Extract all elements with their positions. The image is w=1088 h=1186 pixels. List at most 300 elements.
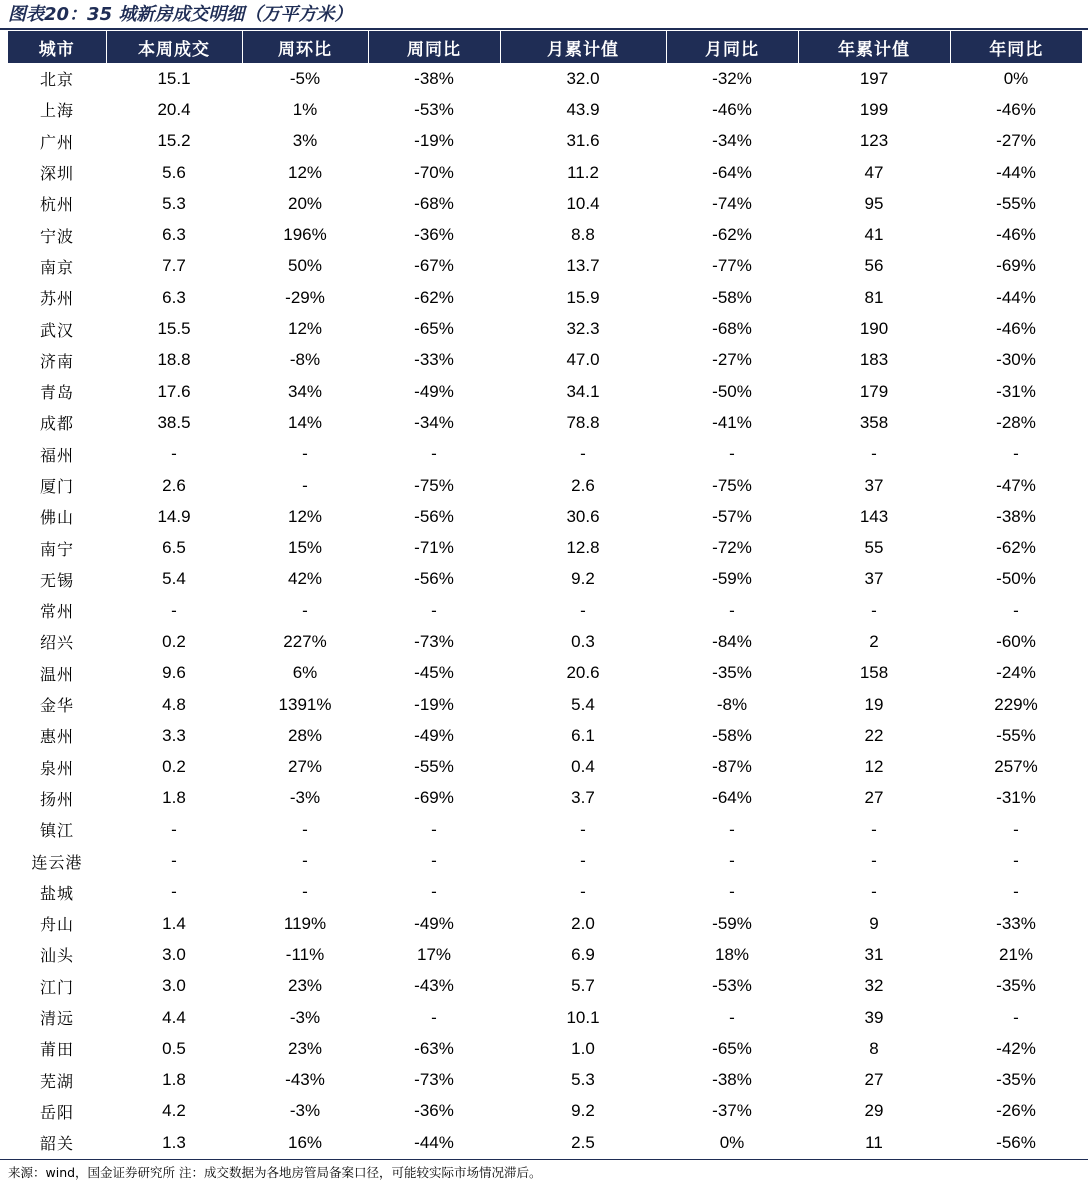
value-cell: 4.4 bbox=[162, 1007, 186, 1027]
value-cell: -55% bbox=[996, 193, 1036, 213]
source-note: 来源：wind，国金证券研究所 注：成交数据为各地房管局备案口径，可能较实际市场情况滞后。 bbox=[8, 1165, 542, 1180]
table-row bbox=[8, 219, 1082, 250]
column-header-wow: 周环比 bbox=[242, 31, 368, 63]
top-divider bbox=[0, 28, 1088, 30]
value-cell: 12% bbox=[287, 162, 323, 182]
value-cell: 0.2 bbox=[162, 757, 186, 777]
column-header-month-yoy: 月同比 bbox=[666, 31, 798, 63]
table-row bbox=[8, 783, 1082, 814]
table-row bbox=[8, 188, 1082, 219]
value-cell: 37 bbox=[864, 569, 884, 589]
value-cell: - bbox=[302, 851, 308, 871]
value-cell: 358 bbox=[859, 412, 889, 432]
value-cell: -37% bbox=[712, 1101, 752, 1121]
table-row bbox=[8, 658, 1082, 689]
value-cell: -62% bbox=[712, 225, 752, 245]
value-cell: 3.7 bbox=[571, 788, 595, 808]
value-cell: 11 bbox=[865, 1132, 883, 1152]
value-cell: 8 bbox=[869, 1038, 879, 1058]
value-cell: 12% bbox=[287, 319, 323, 339]
value-cell: -49% bbox=[414, 381, 454, 401]
value-cell: - bbox=[580, 882, 586, 902]
value-cell: -46% bbox=[996, 319, 1036, 339]
value-cell: - bbox=[302, 819, 308, 839]
value-cell: - bbox=[302, 600, 308, 620]
value-cell: 37 bbox=[864, 475, 884, 495]
city-cell: 福州 bbox=[39, 445, 74, 465]
value-cell: 42% bbox=[287, 569, 323, 589]
city-cell: 岳阳 bbox=[39, 1102, 74, 1122]
value-cell: -50% bbox=[712, 381, 752, 401]
value-cell: - bbox=[580, 851, 586, 871]
value-cell: 5.4 bbox=[571, 694, 595, 714]
value-cell: 12 bbox=[864, 757, 884, 777]
value-cell: 2.6 bbox=[162, 475, 186, 495]
value-cell: 28% bbox=[287, 725, 323, 745]
value-cell: -33% bbox=[996, 913, 1036, 933]
value-cell: 143 bbox=[859, 506, 889, 526]
value-cell: -49% bbox=[414, 913, 454, 933]
city-cell: 镇江 bbox=[39, 821, 74, 841]
value-cell: -57% bbox=[712, 506, 752, 526]
value-cell: 227% bbox=[283, 631, 327, 651]
value-cell: - bbox=[729, 819, 735, 839]
city-cell: 深圳 bbox=[39, 164, 74, 184]
city-cell: 温州 bbox=[39, 664, 74, 684]
city-cell: 厦门 bbox=[39, 477, 74, 496]
value-cell: 20.4 bbox=[157, 99, 191, 119]
value-cell: -44% bbox=[996, 287, 1036, 307]
value-cell: - bbox=[729, 851, 735, 871]
table-row bbox=[8, 345, 1082, 376]
table-row bbox=[8, 501, 1082, 532]
value-cell: -71% bbox=[414, 538, 454, 558]
value-cell: -69% bbox=[414, 788, 454, 808]
value-cell: 196% bbox=[283, 225, 327, 245]
value-cell: 9 bbox=[869, 913, 879, 933]
value-cell: -19% bbox=[414, 131, 454, 151]
value-cell: - bbox=[431, 819, 437, 839]
value-cell: -44% bbox=[414, 1132, 454, 1152]
value-cell: -68% bbox=[712, 319, 752, 339]
value-cell: 0% bbox=[1003, 68, 1029, 88]
city-cell: 芜湖 bbox=[39, 1071, 74, 1091]
value-cell: -64% bbox=[712, 162, 752, 182]
city-cell: 南宁 bbox=[39, 539, 74, 559]
value-cell: -33% bbox=[414, 350, 454, 370]
value-cell: 229% bbox=[994, 694, 1038, 714]
value-cell: -63% bbox=[414, 1038, 454, 1058]
column-header-weekly-yoy: 周同比 bbox=[368, 31, 500, 63]
table-row bbox=[8, 1002, 1082, 1033]
value-cell: 5.6 bbox=[162, 162, 186, 182]
value-cell: 5.4 bbox=[162, 569, 186, 589]
column-header-month-cumulative: 月累计值 bbox=[500, 31, 666, 63]
value-cell: 18% bbox=[714, 944, 750, 964]
value-cell: - bbox=[171, 882, 177, 902]
value-cell: 1.8 bbox=[162, 788, 186, 808]
value-cell: 30.6 bbox=[566, 506, 600, 526]
value-cell: -74% bbox=[712, 193, 752, 213]
data-table bbox=[8, 31, 1082, 1158]
value-cell: -56% bbox=[414, 506, 454, 526]
value-cell: -75% bbox=[414, 475, 454, 495]
value-cell: -84% bbox=[712, 631, 752, 651]
column-header-year-yoy: 年同比 bbox=[950, 31, 1082, 63]
value-cell: -59% bbox=[712, 913, 752, 933]
value-cell: - bbox=[1013, 851, 1019, 871]
value-cell: 7.7 bbox=[162, 256, 186, 276]
value-cell: -70% bbox=[414, 162, 454, 182]
value-cell: 47 bbox=[864, 162, 884, 182]
value-cell: - bbox=[871, 444, 877, 464]
value-cell: 5.3 bbox=[162, 193, 186, 213]
value-cell: 23% bbox=[287, 976, 323, 996]
value-cell: - bbox=[171, 600, 177, 620]
value-cell: 32.3 bbox=[566, 319, 600, 339]
value-cell: 0.5 bbox=[162, 1038, 186, 1058]
value-cell: 119% bbox=[283, 913, 327, 933]
value-cell: 197 bbox=[859, 68, 889, 88]
value-cell: 123 bbox=[859, 131, 889, 151]
value-cell: 10.4 bbox=[566, 193, 600, 213]
value-cell: -8% bbox=[716, 694, 748, 714]
value-cell: -65% bbox=[414, 319, 454, 339]
value-cell: -58% bbox=[712, 725, 752, 745]
value-cell: 15.1 bbox=[157, 68, 191, 88]
value-cell: - bbox=[171, 444, 177, 464]
value-cell: 0% bbox=[719, 1132, 745, 1152]
value-cell: -46% bbox=[996, 225, 1036, 245]
table-row bbox=[8, 626, 1082, 657]
city-cell: 杭州 bbox=[39, 195, 74, 215]
city-cell: 武汉 bbox=[39, 320, 74, 340]
value-cell: - bbox=[580, 600, 586, 620]
value-cell: 22 bbox=[864, 725, 884, 745]
value-cell: -43% bbox=[414, 976, 454, 996]
value-cell: 5.3 bbox=[571, 1070, 595, 1090]
value-cell: -31% bbox=[996, 788, 1036, 808]
table-row bbox=[8, 752, 1082, 783]
value-cell: -73% bbox=[414, 1070, 454, 1090]
table-row bbox=[8, 939, 1082, 970]
value-cell: 4.2 bbox=[162, 1101, 186, 1121]
value-cell: -44% bbox=[996, 162, 1036, 182]
city-cell: 成都 bbox=[39, 414, 74, 434]
value-cell: 27 bbox=[864, 1070, 884, 1090]
city-cell: 清远 bbox=[39, 1009, 74, 1029]
value-cell: -34% bbox=[414, 412, 454, 432]
value-cell: 1.8 bbox=[162, 1070, 186, 1090]
value-cell: - bbox=[431, 882, 437, 902]
value-cell: -36% bbox=[414, 1101, 454, 1121]
value-cell: 6.9 bbox=[571, 944, 595, 964]
value-cell: - bbox=[431, 851, 437, 871]
value-cell: -42% bbox=[996, 1038, 1036, 1058]
table-row bbox=[8, 595, 1082, 626]
value-cell: -50% bbox=[996, 569, 1036, 589]
city-cell: 南京 bbox=[39, 257, 74, 277]
value-cell: - bbox=[171, 819, 177, 839]
value-cell: -38% bbox=[414, 68, 454, 88]
value-cell: 31.6 bbox=[566, 131, 600, 151]
value-cell: 2.6 bbox=[571, 475, 595, 495]
value-cell: - bbox=[1013, 819, 1019, 839]
value-cell: 2 bbox=[869, 631, 879, 651]
value-cell: -38% bbox=[996, 506, 1036, 526]
value-cell: 9.2 bbox=[571, 1101, 595, 1121]
table-row bbox=[8, 1033, 1082, 1064]
table-row bbox=[8, 814, 1082, 845]
value-cell: -35% bbox=[996, 976, 1036, 996]
value-cell: 32 bbox=[864, 976, 884, 996]
table-row bbox=[8, 282, 1082, 313]
value-cell: 16% bbox=[287, 1132, 323, 1152]
value-cell: -36% bbox=[414, 225, 454, 245]
value-cell: -32% bbox=[712, 68, 752, 88]
value-cell: 6.5 bbox=[162, 538, 186, 558]
table-row bbox=[8, 313, 1082, 344]
value-cell: - bbox=[1013, 882, 1019, 902]
value-cell: -75% bbox=[712, 475, 752, 495]
value-cell: 18.8 bbox=[157, 350, 191, 370]
value-cell: -72% bbox=[712, 538, 752, 558]
value-cell: - bbox=[729, 1007, 735, 1027]
value-cell: 1% bbox=[292, 99, 318, 119]
value-cell: - bbox=[871, 851, 877, 871]
table-row bbox=[8, 251, 1082, 282]
value-cell: -3% bbox=[289, 1007, 321, 1027]
value-cell: 14% bbox=[287, 412, 323, 432]
value-cell: -28% bbox=[996, 412, 1036, 432]
value-cell: 13.7 bbox=[566, 256, 600, 276]
table-row bbox=[8, 157, 1082, 188]
value-cell: -26% bbox=[996, 1101, 1036, 1121]
value-cell: 17% bbox=[416, 944, 452, 964]
value-cell: -77% bbox=[712, 256, 752, 276]
value-cell: 10.1 bbox=[566, 1007, 600, 1027]
value-cell: -35% bbox=[996, 1070, 1036, 1090]
table-header-row bbox=[8, 31, 1082, 63]
value-cell: -34% bbox=[712, 131, 752, 151]
value-cell: 27% bbox=[287, 757, 323, 777]
value-cell: 55 bbox=[864, 538, 884, 558]
value-cell: -87% bbox=[712, 757, 752, 777]
value-cell: 3.3 bbox=[162, 725, 186, 745]
value-cell: 1.0 bbox=[571, 1038, 595, 1058]
value-cell: -64% bbox=[712, 788, 752, 808]
value-cell: 6% bbox=[292, 663, 318, 683]
value-cell: -53% bbox=[712, 976, 752, 996]
table-row bbox=[8, 689, 1082, 720]
city-cell: 舟山 bbox=[39, 915, 74, 935]
value-cell: 21% bbox=[998, 944, 1034, 964]
value-cell: 190 bbox=[859, 319, 889, 339]
value-cell: 20.6 bbox=[566, 663, 600, 683]
value-cell: -8% bbox=[289, 350, 321, 370]
city-cell: 盐城 bbox=[39, 883, 74, 903]
column-header-city: 城市 bbox=[8, 31, 106, 63]
value-cell: -73% bbox=[414, 631, 454, 651]
value-cell: -68% bbox=[414, 193, 454, 213]
value-cell: 50% bbox=[287, 256, 323, 276]
city-cell: 宁波 bbox=[39, 226, 74, 246]
value-cell: - bbox=[580, 444, 586, 464]
value-cell: 34.1 bbox=[566, 381, 600, 401]
value-cell: -55% bbox=[996, 725, 1036, 745]
value-cell: 3.0 bbox=[162, 944, 186, 964]
table-row bbox=[8, 877, 1082, 908]
value-cell: -56% bbox=[414, 569, 454, 589]
table-row bbox=[8, 94, 1082, 125]
value-cell: - bbox=[431, 600, 437, 620]
value-cell: 183 bbox=[859, 350, 889, 370]
value-cell: - bbox=[729, 600, 735, 620]
bottom-divider bbox=[0, 1159, 1088, 1160]
value-cell: 5.7 bbox=[571, 976, 595, 996]
table-row bbox=[8, 470, 1082, 501]
table-row bbox=[8, 720, 1082, 751]
value-cell: - bbox=[302, 444, 308, 464]
value-cell: - bbox=[1013, 444, 1019, 464]
city-cell: 泉州 bbox=[39, 758, 74, 778]
value-cell: 158 bbox=[859, 663, 889, 683]
city-cell: 汕头 bbox=[39, 946, 74, 966]
value-cell: 1391% bbox=[278, 694, 332, 714]
value-cell: 17.6 bbox=[157, 381, 191, 401]
value-cell: -31% bbox=[996, 381, 1036, 401]
value-cell: -5% bbox=[289, 68, 321, 88]
value-cell: 199 bbox=[859, 99, 889, 119]
city-cell: 绍兴 bbox=[39, 633, 74, 653]
value-cell: -30% bbox=[996, 350, 1036, 370]
value-cell: - bbox=[580, 819, 586, 839]
city-cell: 广州 bbox=[39, 132, 74, 152]
table-row bbox=[8, 1127, 1082, 1158]
value-cell: 15% bbox=[287, 538, 323, 558]
value-cell: 6.3 bbox=[162, 287, 186, 307]
value-cell: 56 bbox=[864, 256, 884, 276]
city-cell: 佛山 bbox=[39, 508, 74, 528]
value-cell: 19 bbox=[864, 694, 884, 714]
value-cell: 2.5 bbox=[571, 1132, 595, 1152]
value-cell: 14.9 bbox=[157, 506, 191, 526]
value-cell: - bbox=[871, 882, 877, 902]
value-cell: 3.0 bbox=[162, 976, 186, 996]
city-cell: 青岛 bbox=[39, 383, 74, 403]
value-cell: -60% bbox=[996, 631, 1036, 651]
value-cell: -11% bbox=[285, 944, 325, 964]
city-cell: 莆田 bbox=[39, 1040, 74, 1060]
value-cell: 11.2 bbox=[567, 162, 599, 182]
value-cell: -67% bbox=[414, 256, 454, 276]
city-cell: 北京 bbox=[39, 70, 74, 90]
value-cell: -46% bbox=[712, 99, 752, 119]
value-cell: 95 bbox=[864, 193, 884, 213]
value-cell: 0.4 bbox=[571, 757, 595, 777]
value-cell: -45% bbox=[414, 663, 454, 683]
value-cell: 23% bbox=[287, 1038, 323, 1058]
value-cell: 15.2 bbox=[157, 131, 191, 151]
value-cell: 27 bbox=[864, 788, 884, 808]
value-cell: 15.5 bbox=[157, 319, 191, 339]
value-cell: 12.8 bbox=[566, 538, 600, 558]
value-cell: - bbox=[302, 882, 308, 902]
value-cell: -27% bbox=[996, 131, 1036, 151]
value-cell: -56% bbox=[996, 1132, 1036, 1152]
value-cell: - bbox=[302, 475, 308, 495]
value-cell: - bbox=[431, 444, 437, 464]
city-cell: 上海 bbox=[39, 101, 74, 121]
value-cell: 1.3 bbox=[162, 1132, 186, 1152]
value-cell: 81 bbox=[864, 287, 884, 307]
table-row bbox=[8, 1065, 1082, 1096]
value-cell: - bbox=[431, 1007, 437, 1027]
value-cell: 41 bbox=[864, 225, 884, 245]
city-cell: 连云港 bbox=[31, 852, 83, 872]
city-cell: 金华 bbox=[39, 696, 74, 716]
table-row bbox=[8, 908, 1082, 939]
table-row bbox=[8, 971, 1082, 1002]
value-cell: 12% bbox=[287, 506, 323, 526]
value-cell: 179 bbox=[859, 381, 889, 401]
value-cell: 4.8 bbox=[162, 694, 186, 714]
column-header-year-cumulative: 年累计值 bbox=[798, 31, 950, 63]
value-cell: - bbox=[871, 600, 877, 620]
value-cell: -29% bbox=[285, 287, 325, 307]
table-row bbox=[8, 564, 1082, 595]
column-header-weekly-volume: 本周成交 bbox=[106, 31, 242, 63]
value-cell: 9.2 bbox=[571, 569, 595, 589]
table-row bbox=[8, 1096, 1082, 1127]
value-cell: -41% bbox=[712, 412, 752, 432]
value-cell: -19% bbox=[414, 694, 454, 714]
value-cell: - bbox=[1013, 1007, 1019, 1027]
value-cell: 20% bbox=[287, 193, 323, 213]
value-cell: 2.0 bbox=[571, 913, 595, 933]
value-cell: -59% bbox=[712, 569, 752, 589]
value-cell: -38% bbox=[712, 1070, 752, 1090]
value-cell: -55% bbox=[414, 757, 454, 777]
value-cell: -58% bbox=[712, 287, 752, 307]
value-cell: 257% bbox=[994, 757, 1038, 777]
city-cell: 扬州 bbox=[39, 789, 74, 809]
value-cell: 32.0 bbox=[566, 68, 600, 88]
city-cell: 惠州 bbox=[39, 727, 74, 747]
value-cell: -46% bbox=[996, 99, 1036, 119]
value-cell: -35% bbox=[712, 663, 752, 683]
value-cell: 47.0 bbox=[566, 350, 600, 370]
value-cell: -49% bbox=[414, 725, 454, 745]
value-cell: - bbox=[729, 444, 735, 464]
city-cell: 韶关 bbox=[39, 1134, 74, 1154]
value-cell: 6.3 bbox=[162, 225, 186, 245]
value-cell: 15.9 bbox=[566, 287, 600, 307]
value-cell: -24% bbox=[996, 663, 1036, 683]
city-cell: 苏州 bbox=[39, 289, 74, 309]
value-cell: 31 bbox=[864, 944, 884, 964]
value-cell: -62% bbox=[996, 538, 1036, 558]
value-cell: 1.4 bbox=[162, 913, 186, 933]
table-body bbox=[8, 63, 1082, 1158]
value-cell: -69% bbox=[996, 256, 1036, 276]
value-cell: - bbox=[729, 882, 735, 902]
table-row bbox=[8, 845, 1082, 876]
value-cell: 8.8 bbox=[571, 225, 595, 245]
value-cell: -62% bbox=[414, 287, 454, 307]
table-row bbox=[8, 126, 1082, 157]
table-row bbox=[8, 376, 1082, 407]
